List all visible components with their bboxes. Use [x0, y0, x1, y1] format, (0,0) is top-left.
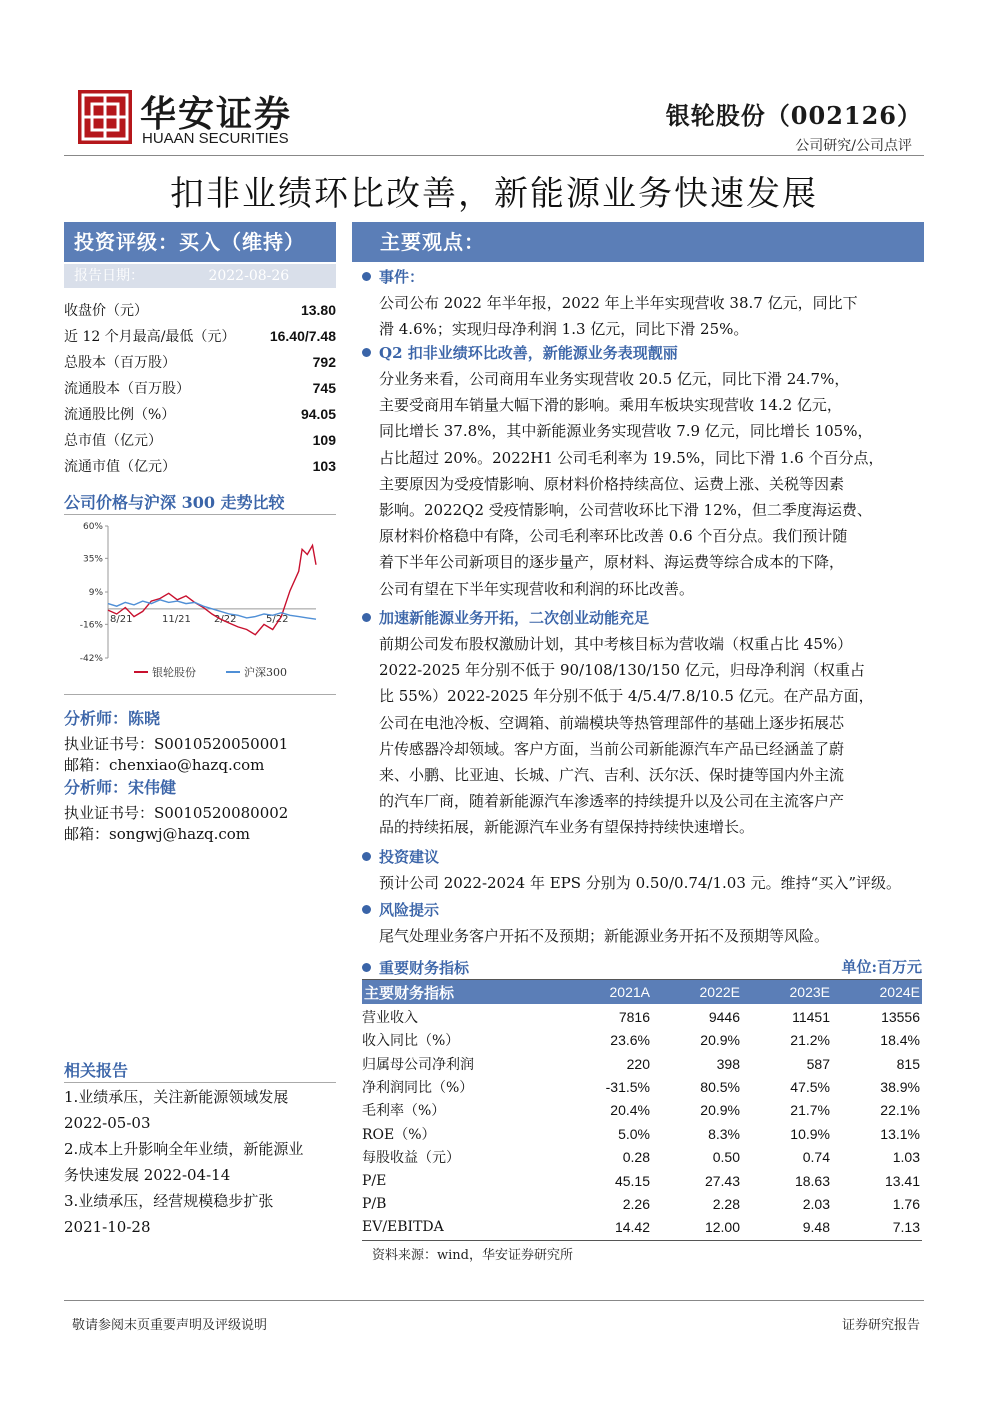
table-cell: 20.9%: [700, 1032, 740, 1049]
table-cell: 18.63: [794, 1172, 830, 1189]
table-cell: 80.5%: [700, 1078, 740, 1095]
view-section-title: 加速新能源业务开拓，二次创业动能充足: [379, 609, 650, 627]
table-cell: EV/EBITDA: [362, 1219, 444, 1236]
table-cell: 14.42: [614, 1219, 650, 1236]
table-cell: 10.9%: [790, 1125, 830, 1142]
view-section-heading: [362, 957, 469, 978]
metric-label: 流通股比例（%）: [64, 407, 176, 423]
metric-value: 792: [312, 354, 336, 370]
metric-row: [64, 297, 336, 323]
view-line: 公司有望在下半年实现营收和利润的环比改善。: [379, 579, 695, 598]
table-cell: 12.00: [704, 1219, 740, 1236]
metric-value: 103: [312, 458, 336, 474]
table-header-row: [362, 980, 922, 1004]
table-cell: 8.3%: [708, 1125, 740, 1142]
table-cell: 每股收益（元）: [362, 1150, 460, 1167]
table-cell: 21.7%: [790, 1102, 830, 1119]
table-cell: 毛利率（%）: [362, 1103, 446, 1120]
logo-text-cn: 华安证券: [140, 93, 293, 135]
table-row: [362, 1052, 922, 1076]
bullet-icon: [362, 963, 371, 972]
view-section-body: [379, 290, 919, 342]
view-section-title: 事件：: [379, 268, 425, 286]
view-section-body: [379, 870, 919, 896]
chart-x-tick-label: 8/21: [110, 613, 133, 625]
view-line: 分业务来看，公司商用车业务实现营收 20.5 亿元，同比下滑 24.7%，: [379, 370, 850, 388]
table-cell: 13.1%: [880, 1125, 920, 1142]
analyst-cert: 执业证书号：S0010520080002: [64, 804, 289, 822]
view-line: 着下半年公司新项目的逐步量产，原材料、海运费等综合成本的下降，: [379, 553, 845, 572]
metric-row: [64, 349, 336, 375]
related-report-item: 务快速发展 2022-04-14: [64, 1166, 231, 1184]
chart-y-tick-label: 9%: [88, 588, 103, 598]
footer-divider: [64, 1300, 924, 1301]
table-cell: 净利润同比（%）: [362, 1079, 474, 1096]
metric-label: 收盘价（元）: [64, 303, 148, 319]
table-header-cell: 2024E: [879, 984, 920, 1000]
table-cell: 7816: [618, 1008, 650, 1025]
view-section-title: 风险提示: [379, 901, 440, 919]
view-line: 的汽车厂商，随着新能源汽车渗透率的持续提升以及公司在主流客户产: [379, 792, 845, 811]
view-line: 原材料价格稳中有降，公司毛利率环比改善 0.6 个百分点。我们预计随: [379, 527, 848, 546]
analyst-cert: 执业证书号：S0010520050001: [64, 735, 289, 753]
table-cell: 13556: [881, 1008, 920, 1025]
view-line: 公司在电池冷板、空调箱、前端模块等热管理部件的基础上逐步拓展芯: [379, 713, 845, 732]
metric-label: 流通股本（百万股）: [64, 381, 190, 397]
table-cell: 收入同比（%）: [362, 1033, 460, 1050]
related-divider: [64, 1082, 336, 1083]
table-header-cell: 2021A: [609, 984, 650, 1000]
logo-text-en: HUAAN SECURITIES: [142, 130, 289, 147]
table-row: [362, 1099, 922, 1123]
key-views-banner: 主要观点：: [352, 222, 924, 262]
related-report-item: 1.业绩承压，关注新能源领域发展: [64, 1088, 289, 1106]
table-cell: 18.4%: [880, 1032, 920, 1049]
table-cell: 398: [716, 1055, 740, 1072]
related-reports-title: 相关报告: [64, 1061, 129, 1080]
table-cell: 21.2%: [790, 1032, 830, 1049]
chart-y-tick-label: 35%: [82, 554, 103, 565]
metric-row: [64, 453, 336, 479]
stock-name: 银轮股份（002126）: [665, 101, 922, 130]
table-cell: 0.28: [622, 1149, 650, 1166]
view-line: 比 55%）2022-2025 年分别不低于 4/5.4/7.8/10.5 亿元。在产品方面，: [379, 687, 874, 706]
table-cell: 2.26: [622, 1195, 650, 1212]
bullet-icon: [362, 613, 371, 622]
view-section-body: [379, 631, 919, 841]
view-section-title: 投资建议: [379, 848, 440, 866]
table-cell: 815: [896, 1055, 920, 1072]
logo-mark-icon: [78, 90, 132, 144]
metric-value: 109: [312, 432, 336, 448]
metric-label: 流通市值（亿元）: [64, 459, 176, 475]
table-row: [362, 1169, 922, 1193]
table-cell: 9.48: [802, 1219, 830, 1236]
chart-y-tick-label: -16%: [79, 620, 103, 631]
metric-value: 745: [312, 380, 336, 396]
document-type: 公司研究/公司点评: [795, 138, 912, 154]
view-line: 主要受商用车销量大幅下滑的影响。乘用车板块实现营收 14.2 亿元，: [379, 396, 842, 415]
metric-row: [64, 401, 336, 427]
chart-y-tick-label: -42%: [79, 654, 103, 664]
footer-disclaimer: 敬请参阅末页重要声明及评级说明: [72, 1318, 268, 1333]
chart-section-title: 公司价格与沪深 300 走势比较: [64, 493, 285, 512]
analyst-email: 邮箱：chenxiao@hazq.com: [64, 756, 265, 774]
analyst-email: 邮箱：songwj@hazq.com: [64, 825, 251, 843]
table-cell: 营业收入: [362, 1009, 418, 1026]
metric-value: 16.40/7.48: [269, 328, 336, 344]
view-section-heading: [362, 899, 439, 920]
bullet-icon: [362, 272, 371, 281]
view-section-heading: [362, 607, 649, 628]
table-cell: 23.6%: [610, 1032, 650, 1049]
table-cell: 45.15: [614, 1172, 650, 1189]
table-cell: 7.13: [892, 1219, 920, 1236]
table-cell: 38.9%: [880, 1078, 920, 1095]
table-cell: 2.28: [712, 1195, 740, 1212]
bullet-icon: [362, 852, 371, 861]
view-line: 主要原因为受疫情影响、原材料价格持续高位、运费上涨、关税等因素: [379, 474, 845, 493]
table-cell: 11451: [792, 1008, 830, 1025]
data-source: 资料来源：wind，华安证券研究所: [372, 1248, 573, 1263]
view-section-heading: [362, 342, 678, 363]
table-header-cell: 2023E: [789, 984, 830, 1000]
table-cell: 1.76: [892, 1195, 920, 1212]
chart-x-tick-label: 2/22: [214, 613, 237, 625]
table-cell: 587: [806, 1055, 830, 1072]
chart-x-tick-label: 11/21: [162, 613, 191, 625]
view-line: 片传感器冷却领域。客户方面，当前公司新能源汽车产品已经涵盖了蔚: [379, 739, 845, 758]
view-line: 前期公司发布股权激励计划，其中考核目标为营收端（权重占比 45%）: [379, 635, 853, 653]
table-header-cell: 2022E: [699, 984, 740, 1000]
view-line: 品的持续拓展，新能源汽车业务有望保持持续快速增长。: [379, 818, 755, 837]
table-cell: 1.03: [892, 1149, 920, 1166]
view-section-heading: [362, 846, 439, 867]
report-date-label: 报告日期：: [74, 268, 144, 284]
header-divider: [64, 155, 924, 156]
footer-report-type: 证券研究报告: [841, 1318, 920, 1333]
view-section-title: Q2 扣非业绩环比改善，新能源业务表现靓丽: [379, 344, 678, 362]
metric-value: 94.05: [300, 406, 336, 422]
metric-row: [64, 375, 336, 401]
view-line: 来、小鹏、比亚迪、长城、广汽、吉利、沃尔沃、保时捷等国内外主流: [379, 766, 845, 785]
analyst-name: 分析师：宋伟健: [64, 778, 177, 797]
table-cell: -31.5%: [605, 1078, 650, 1095]
table-cell: P/B: [362, 1195, 387, 1212]
view-line: 同比增长 37.8%，其中新能源业务实现营收 7.9 亿元，同比增长 105%，: [379, 422, 873, 441]
report-title: 扣非业绩环比改善，新能源业务快速发展: [170, 174, 818, 214]
chart-legend-label: 银轮股份: [152, 666, 196, 679]
table-row: [362, 1028, 922, 1052]
table-row: [362, 1145, 922, 1169]
table-row: [362, 1216, 922, 1240]
table-cell: 22.1%: [880, 1102, 920, 1119]
metric-label: 总市值（亿元）: [64, 433, 162, 449]
table-cell: 13.41: [884, 1172, 920, 1189]
view-line: 尾气处理业务客户开拓不及预期；新能源业务开拓不及预期等风险。: [379, 927, 830, 945]
view-section-title: 重要财务指标: [379, 959, 470, 977]
report-date-bar: [64, 264, 336, 288]
view-line: 预计公司 2022-2024 年 EPS 分别为 0.50/0.74/1.03 元。维持“买入”评级。: [379, 874, 901, 892]
table-cell: 9446: [708, 1008, 740, 1025]
chart-legend-label: 沪深300: [244, 666, 287, 679]
chart-bottom-divider: [64, 694, 336, 695]
view-line: 占比超过 20%。2022H1 公司毛利率为 19.5%，同比下滑 1.6 个百分点，: [379, 448, 884, 467]
table-cell: P/E: [362, 1172, 387, 1189]
related-report-item: 3.业绩承压，经营规模稳步扩张: [64, 1192, 274, 1210]
view-section-body: [379, 923, 919, 949]
company-logo: [78, 90, 132, 144]
table-row: [362, 1075, 922, 1099]
chart-y-tick-label: 60%: [82, 522, 103, 532]
metric-value: 13.80: [300, 302, 336, 318]
bullet-icon: [362, 348, 371, 357]
price-comparison-chart: [64, 518, 336, 688]
view-section-body: [379, 366, 919, 602]
related-report-item: 2022-05-03: [64, 1114, 151, 1132]
rating-banner: 投资评级：买入（维持）: [64, 222, 336, 262]
view-line: 滑 4.6%；实现归母净利润 1.3 亿元，同比下滑 25%。: [379, 320, 749, 339]
table-cell: 0.74: [802, 1149, 830, 1166]
view-line: 2022-2025 年分别不低于 90/108/130/150 亿元，归母净利润（权重占: [379, 661, 865, 680]
table-cell: 归属母公司净利润: [362, 1056, 474, 1073]
related-report-item: 2021-10-28: [64, 1218, 151, 1236]
chart-svg: [64, 518, 336, 688]
table-row: [362, 1192, 922, 1216]
table-cell: 5.0%: [618, 1125, 650, 1142]
chart-x-tick-label: 5/22: [266, 613, 289, 625]
view-line: 公司公布 2022 年半年报，2022 年上半年实现营收 38.7 亿元，同比下: [379, 294, 858, 312]
table-cell: 47.5%: [790, 1078, 830, 1095]
bullet-icon: [362, 905, 371, 914]
table-unit: 单位:百万元: [841, 958, 922, 976]
table-cell: 27.43: [704, 1172, 740, 1189]
table-row: [362, 1122, 922, 1146]
metric-row: [64, 427, 336, 453]
metric-label: 总股本（百万股）: [64, 355, 176, 371]
view-section-heading: [362, 266, 424, 287]
related-report-item: 2.成本上升影响全年业绩，新能源业: [64, 1140, 304, 1158]
report-date-value: 2022-08-26: [208, 268, 290, 284]
table-row: [362, 1005, 922, 1029]
table-cell: 0.50: [712, 1149, 740, 1166]
table-header-cell: 主要财务指标: [364, 983, 455, 1002]
metric-label: 近 12 个月最高/最低（元）: [64, 329, 236, 345]
table-cell: 2.03: [802, 1195, 830, 1212]
metric-row: [64, 323, 336, 349]
view-line: 影响。2022Q2 受疫情影响，公司营收环比下滑 12%，但二季度海运费、: [379, 501, 872, 520]
chart-title-divider: [64, 514, 336, 515]
table-cell: 20.9%: [700, 1102, 740, 1119]
table-cell: ROE（%）: [362, 1126, 436, 1143]
table-cell: 20.4%: [610, 1102, 650, 1119]
table-bottom-rule: [362, 1240, 922, 1241]
analyst-name: 分析师：陈晓: [64, 709, 161, 728]
table-cell: 220: [626, 1055, 650, 1072]
